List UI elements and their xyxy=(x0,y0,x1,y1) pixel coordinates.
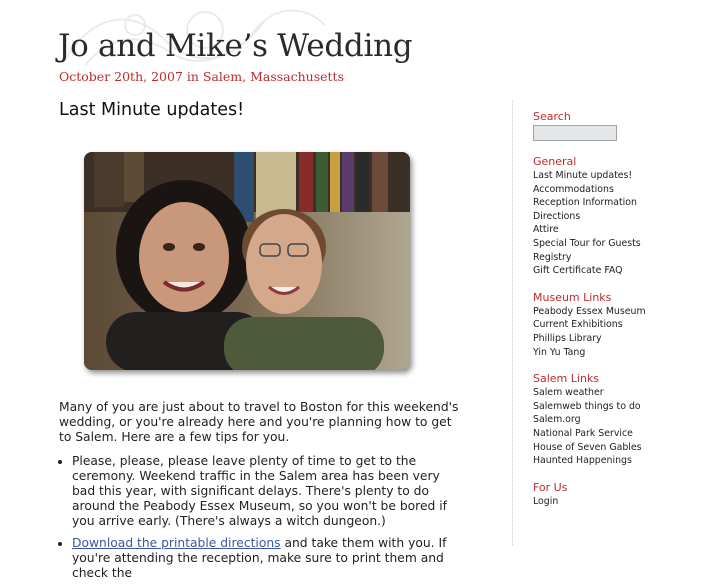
salem-heading: Salem Links xyxy=(533,372,600,386)
post-title[interactable]: Last Minute updates! xyxy=(59,100,245,120)
sidebar-link-gift-faq[interactable]: Gift Certificate FAQ xyxy=(533,265,623,277)
search-heading: Search xyxy=(533,110,571,123)
salem-section xyxy=(533,372,723,468)
sidebar-link-yin-yu-tang[interactable]: Yin Yu Tang xyxy=(533,346,586,358)
sidebar-link-registry[interactable]: Registry xyxy=(533,251,572,263)
museum-heading: Museum Links xyxy=(533,290,612,304)
sidebar-link-accommodations[interactable]: Accommodations xyxy=(533,183,614,195)
sidebar-link-nps[interactable]: National Park Service xyxy=(533,427,633,439)
post-body xyxy=(59,400,459,587)
sidebar-link-salem-org[interactable]: Salem.org xyxy=(533,414,581,426)
search-input[interactable] xyxy=(533,125,617,141)
sidebar-link-directions[interactable]: Directions xyxy=(533,210,581,222)
sidebar-link-phillips[interactable]: Phillips Library xyxy=(533,332,602,344)
download-directions-link[interactable]: Download the printable directions xyxy=(72,535,281,550)
for-us-section xyxy=(533,481,723,509)
sidebar-link-special-tour[interactable]: Special Tour for Guests xyxy=(533,237,641,249)
for-us-heading: For Us xyxy=(533,480,568,494)
sidebar-link-exhibitions[interactable]: Current Exhibitions xyxy=(533,319,623,331)
sidebar-link-last-minute[interactable]: Last Minute updates! xyxy=(533,170,633,181)
sidebar-link-attire[interactable]: Attire xyxy=(533,224,559,236)
sidebar xyxy=(533,110,723,521)
tip-item: • Please, please, please leave plenty of time to get to the ceremony. Weekend traffic in the Salem area has been very bad this year, with significant delays. There's plenty to do around the Peabody Essex Museum, so you won't be bored if you arrive early. (There's always a witch dungeon.) xyxy=(72,454,459,530)
tip-item xyxy=(72,536,459,582)
sidebar-link-seven-gables[interactable]: House of Seven Gables xyxy=(533,441,642,453)
site-subtitle: October 20th, 2007 in Salem, Massachusetts xyxy=(59,69,344,84)
sidebar-link-reception[interactable]: Reception Information xyxy=(533,197,637,209)
sidebar-divider xyxy=(512,100,513,545)
couple-photo xyxy=(84,152,410,370)
sidebar-link-salemweb[interactable]: Salemweb things to do xyxy=(533,400,641,412)
sidebar-link-haunted[interactable]: Haunted Happenings xyxy=(533,455,632,467)
sidebar-link-peabody[interactable]: Peabody Essex Museum xyxy=(533,305,646,317)
general-section xyxy=(533,155,723,278)
post-intro: Many of you are just about to travel to Boston for this weekend's wedding, or you're already here and you're planning how to get to Salem. Here are a few tips for you. xyxy=(59,400,459,445)
tips-list xyxy=(59,454,459,582)
tip-text: and take them with you. If you're attending the reception, make sure to print them and check the xyxy=(72,535,447,581)
museum-section xyxy=(533,291,723,359)
sidebar-link-login[interactable]: Login xyxy=(533,495,559,507)
general-heading: General xyxy=(533,155,577,168)
site-title[interactable]: Jo and Mike’s Wedding xyxy=(58,28,413,64)
sidebar-link-salem-weather[interactable]: Salem weather xyxy=(533,387,604,399)
